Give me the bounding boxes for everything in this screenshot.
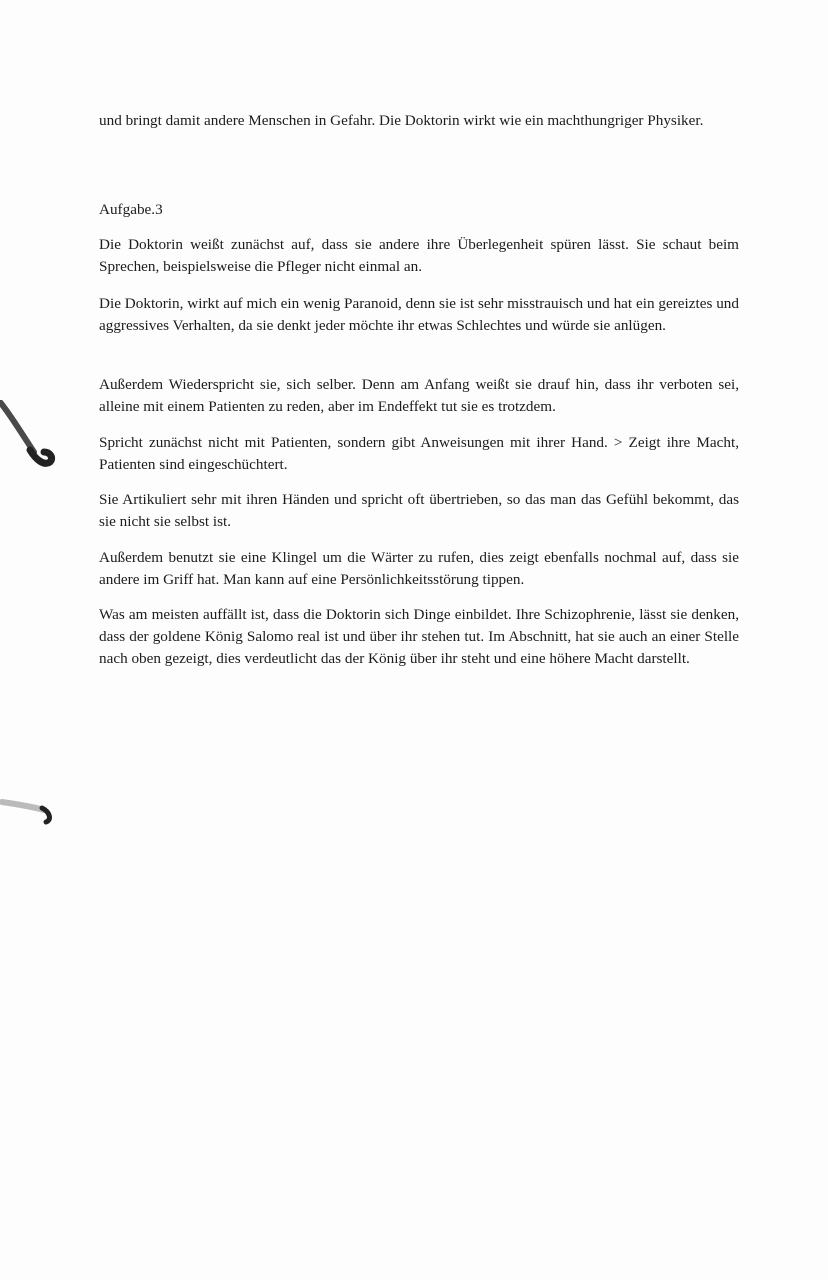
paragraph: Die Doktorin, wirkt auf mich ein wenig Paranoid, denn sie ist sehr misstrauisch und hat ein gereiztes und aggressives Verhalten, da sie denkt jeder möchte ihr etwas Schlechtes und würde sie anlügen. [99, 295, 739, 334]
paragraph: Spricht zunächst nicht mit Patienten, sondern gibt Anweisungen mit ihrer Hand. > Zeigt ihre Macht, Patienten sind eingeschüchtert. [99, 434, 739, 473]
intro-paragraph: und bringt damit andere Menschen in Gefahr. Die Doktorin wirkt wie ein machthungriger Physiker. [99, 112, 704, 129]
paragraph: Was am meisten auffällt ist, dass die Doktorin sich Dinge einbildet. Ihre Schizophrenie, lässt sie denken, dass der goldene König Salomo real ist und über ihr stehen tut. Im Abschnitt, hat sie auch an einer Stelle nach oben gezeigt, dies verdeutlicht das der König über ihr steht und eine höhere Macht darstellt. [99, 606, 739, 667]
section-heading: Aufgabe.3 [99, 201, 163, 218]
binder-ring-mark [0, 790, 60, 840]
paragraph: Die Doktorin weißt zunächst auf, dass sie andere ihre Überlegenheit spüren lässt. Sie schaut beim Sprechen, beispielsweise die Pfleger nicht einmal an. [99, 236, 739, 275]
binder-ring-mark [0, 400, 60, 480]
paragraph: Außerdem benutzt sie eine Klingel um die Wärter zu rufen, dies zeigt ebenfalls nochmal auf, dass sie andere im Griff hat. Man kann auf eine Persönlichkeitsstörung tippen. [99, 549, 739, 588]
paragraph: Sie Artikuliert sehr mit ihren Händen und spricht oft übertrieben, so das man das Gefühl bekommt, das sie nicht sie selbst ist. [99, 491, 739, 530]
paragraph: Außerdem Wiederspricht sie, sich selber. Denn am Anfang weißt sie drauf hin, dass ihr verboten sei, alleine mit einem Patienten zu reden, aber im Endeffekt tut sie es trotzdem. [99, 376, 739, 415]
